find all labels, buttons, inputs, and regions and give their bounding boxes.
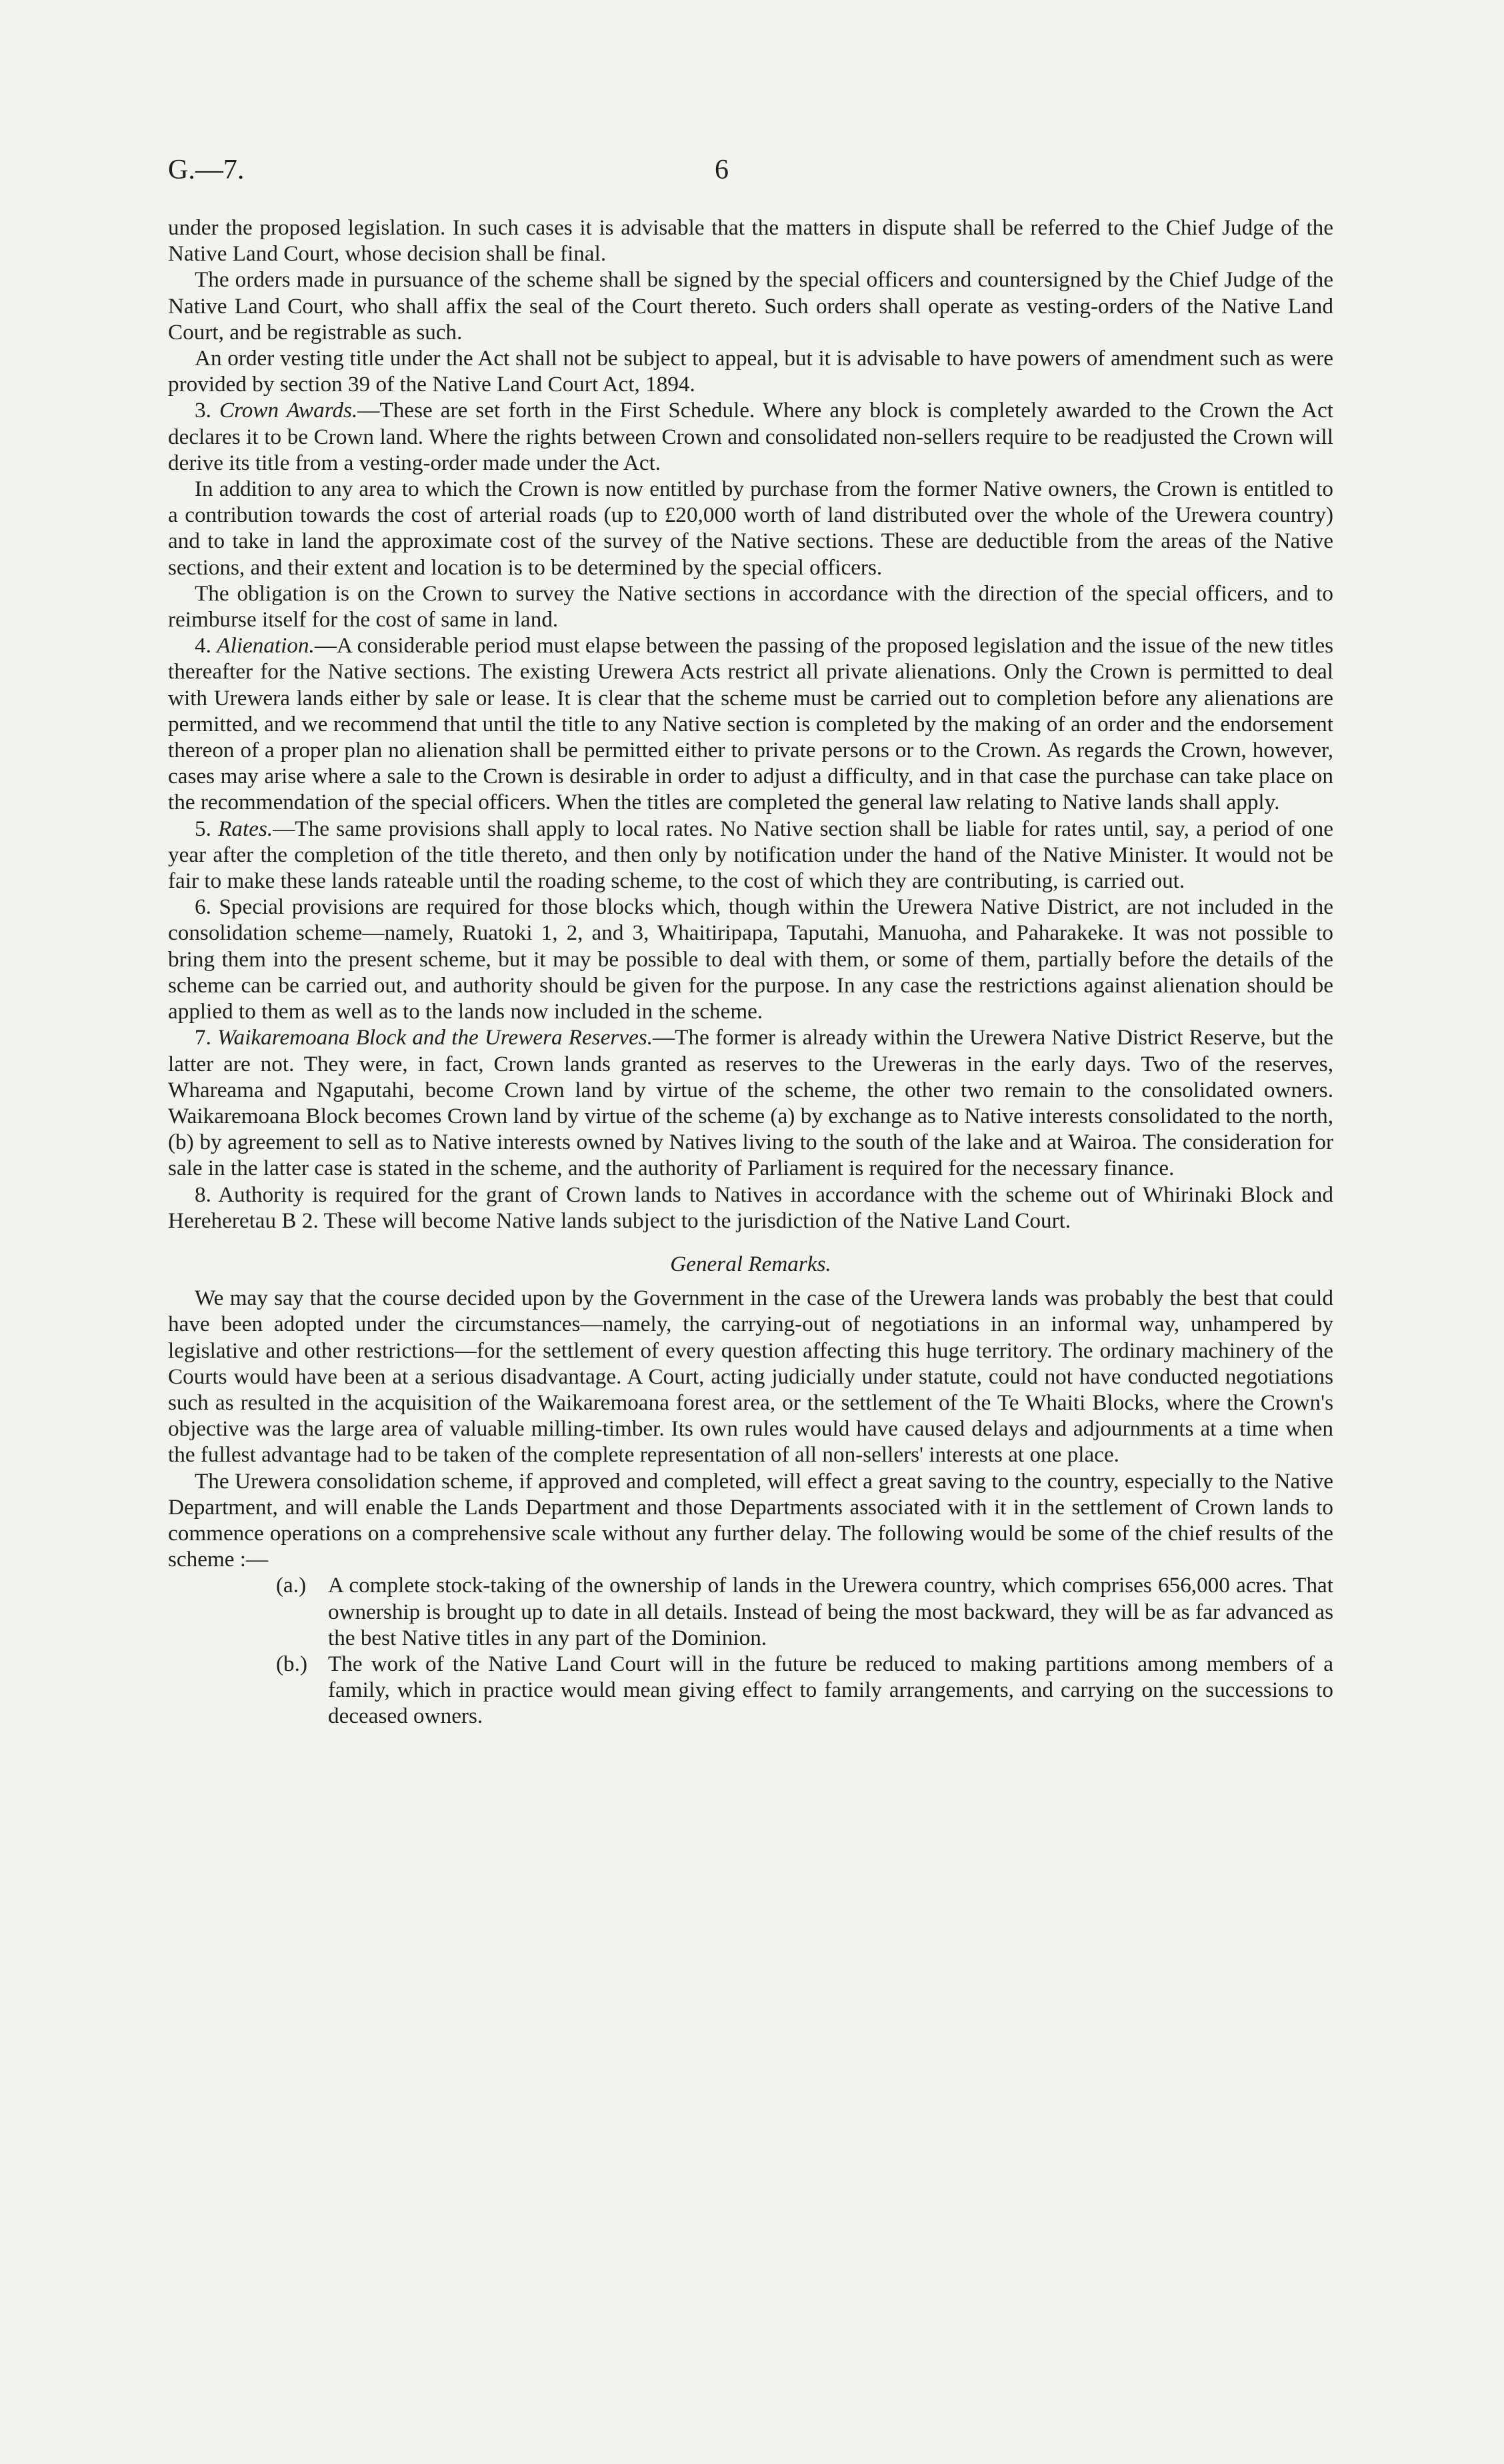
paragraph-text: —The former is already within the Urewera Native District Reserve, but the latter are not. They were, in fact, Crown lands granted as reserves to the Ureweras in the early days. Two of the reserves, Whareama and Ngaputahi, become Crown land by virtue of the scheme, the other two remain to the consolidated owners. Waikaremoana Block becomes Crown land by virtue of the scheme (a) by exchange as to Native interests consolidated to the north, (b) by agreement to sell as to Native interests owned by Natives living to the south of the lake and at Wairoa. The consideration for sale in the latter case is stated in the scheme, and the authority of Parliament is required for the necessary finance.: [168, 1025, 1334, 1181]
paragraph-number: 7.: [195, 1025, 218, 1050]
paragraph: [168, 476, 1333, 581]
section-heading: General Remarks.: [670, 1251, 831, 1276]
list-item-text: The work of the Native Land Court will in the future be reduced to making partitions among members of a family, which in practice would mean giving effect to family arrangements, and carrying on the successions to deceased owners.: [328, 1651, 1333, 1729]
list-item-label: (b.): [276, 1651, 307, 1676]
paragraph: [168, 1024, 1333, 1181]
paragraph: [168, 581, 1333, 632]
paragraph-text: The obligation is on the Crown to survey the Native sections in accordance with the direction of the special officers, and to reimburse itself for the cost of same in land.: [168, 581, 1333, 632]
paragraph-number: 3.: [195, 398, 219, 423]
paragraph: [168, 1285, 1333, 1468]
paragraph: [168, 345, 1333, 397]
paragraph: [168, 816, 1333, 894]
paragraph-title: Rates.: [218, 816, 273, 841]
paragraph-text: We may say that the course decided upon by the Government in the case of the Urewera lands was probably the best that could have been adopted under the circumstances—namely, the carrying-out of negotiations in an informal way, unhampered by legislative and other restrictions—for the settlement of every question affecting this huge territory. The ordinary machinery of the Courts would have been at a serious disadvantage. A Court, acting judicially under statute, could not have conducted negotiations such as resulted in the acquisition of the Waikaremoana forest area, or the settlement of the Te Whaiti Blocks, where the Crown's objective was the large area of valuable milling-timber. Its own rules would have caused delays and adjournments at a time when the fullest advantage had to be taken of the complete representation of all non-sellers' interests at one place.: [168, 1286, 1333, 1468]
paragraph-text: —A considerable period must elapse between the passing of the proposed legislation and the issue of the new titles thereafter for the Native sections. The existing Urewera Acts restrict all private alienations. Only the Crown is permitted to deal with Urewera lands either by sale or lease. It is clear that the scheme must be carried out to completion before any alienations are permitted, and we recommend that until the title to any Native section is completed by the making of an order and the endorsement thereon of a proper plan no alienation shall be permitted either to private persons or to the Crown. As regards the Crown, however, cases may arise where a sale to the Crown is desirable in order to adjust a difficulty, and in that case the purchase can take place on the recommendation of the special officers. When the titles are completed the general law relating to Native lands shall apply.: [168, 633, 1333, 815]
list-item-text: A complete stock-taking of the ownership of lands in the Urewera country, which comprises 656,000 acres. That ownership is brought up to date in all details. Instead of being the most backward, they will be as far advanced as the best Native titles in any part of the Dominion.: [328, 1573, 1333, 1650]
paragraph-text: The Urewera consolidation scheme, if approved and completed, will effect a great saving to the country, especially to the Native Department, and will enable the Lands Department and those Departments associated with it in the settlement of Crown lands to commence operations on a comprehensive scale without any further delay. The following would be some of the chief results of the scheme :—: [168, 1468, 1333, 1572]
page-number: 6: [715, 155, 729, 185]
paragraph-number: 5.: [195, 816, 219, 841]
list-item: [168, 1572, 1333, 1651]
list-item-label: (a.): [276, 1573, 307, 1598]
paragraph: [168, 1468, 1333, 1573]
paragraph-number: 4.: [195, 633, 217, 658]
paragraph-text: —The same provisions shall apply to local rates. No Native section shall be liable for rates until, say, a period of one year after the completion of the title thereto, and then only by notification under the hand of the Native Minister. It would not be fair to make these lands rateable until the roading scheme, to the cost of which they are contributing, is carried out.: [168, 816, 1333, 894]
paragraph-text: under the proposed legislation. In such cases it is advisable that the matters in dispute shall be referred to the Chief Judge of the Native Land Court, whose decision shall be final.: [168, 215, 1333, 267]
paragraph-text: 6. Special provisions are required for those blocks which, though within the Urewera Native District, are not included in the consolidation scheme—namely, Ruatoki 1, 2, and 3, Whaitiripapa, Taputahi, Manuoha, and Paharakeke. It was not possible to bring them into the present scheme, but it may be possible to deal with them, or some of them, partially before the details of the scheme can be carried out, and authority should be given for the purpose. In any case the restrictions against alienation should be applied to them as well as to the lands now included in the scheme.: [168, 894, 1333, 1024]
paragraph-text: In addition to any area to which the Crown is now entitled by purchase from the former Native owners, the Crown is entitled to a contribution towards the cost of arterial roads (up to £20,000 worth of land distributed over the whole of the Urewera country) and to take in land the approximate cost of the survey of the Native sections. These are deductible from the areas of the Native sections, and their extent and location is to be determined by the special officers.: [168, 477, 1333, 580]
paragraph-title: Alienation.: [217, 633, 315, 658]
paragraph-text: 8. Authority is required for the grant of Crown lands to Natives in accordance with the scheme out of Whirinaki Block and Hereheretau B 2. These will become Native lands subject to the jurisdiction of the Native Land Court.: [168, 1182, 1333, 1233]
paragraphs-after: [168, 1285, 1333, 1572]
paragraph: [168, 632, 1333, 815]
paragraph: [168, 1182, 1333, 1234]
paragraph-text: An order vesting title under the Act shall not be subject to appeal, but it is advisable to have powers of amendment such as were provided by section 39 of the Native Land Court Act, 1894.: [168, 346, 1333, 397]
paragraph: [168, 894, 1333, 1024]
paragraph-title: Crown Awards.: [219, 398, 358, 423]
paragraph-text: —These are set forth in the First Schedule. Where any block is completely awarded to the Crown the Act declares it to be Crown land. Where the rights between Crown and consolidated non-sellers require to be readjusted the Crown will derive its title from a vesting-order made under the Act.: [168, 398, 1334, 475]
list-item: [168, 1651, 1333, 1730]
results-list: [168, 1572, 1333, 1729]
paragraph: [168, 397, 1333, 476]
paragraphs-before: [168, 215, 1333, 1234]
paragraph: [168, 215, 1333, 267]
paragraph-title: Waikaremoana Block and the Urewera Reserves.: [217, 1025, 653, 1050]
paragraph-text: The orders made in pursuance of the scheme shall be signed by the special officers and countersigned by the Chief Judge of the Native Land Court, who shall affix the seal of the Court thereto. Such orders shall operate as vesting-orders of the Native Land Court, and be registrable as such.: [168, 267, 1333, 345]
paragraph: [168, 267, 1333, 345]
document-reference: G.—7.: [168, 155, 245, 185]
page-header: [168, 153, 1333, 187]
